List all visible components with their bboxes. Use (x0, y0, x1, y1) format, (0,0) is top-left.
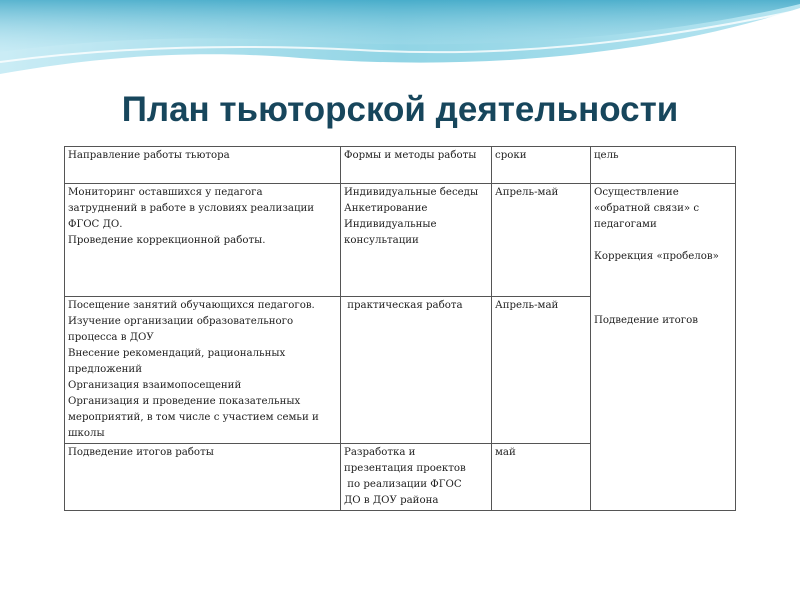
spacer (594, 297, 732, 313)
cell-line: Подведение итогов (594, 315, 698, 326)
cell-line: предложений (68, 364, 142, 375)
spacer (594, 281, 732, 297)
header-goal: цель (591, 147, 736, 184)
cell-forms (341, 184, 492, 297)
cell-line: ДО в ДОУ района (344, 495, 439, 506)
cell-line: презентация проектов (344, 463, 466, 474)
cell-direction (65, 184, 341, 297)
cell-line: ФГОС ДО. (68, 219, 123, 230)
cell-line: Коррекция «пробелов» (594, 251, 719, 262)
cell-line: Организация взаимопосещений (68, 380, 242, 391)
cell-line: Анкетирование (344, 203, 428, 214)
cell-terms: май (492, 444, 591, 511)
cell-goal (591, 184, 736, 511)
cell-line: Организация и проведение показательных (68, 396, 301, 407)
cell-line: Индивидуальные беседы (344, 187, 479, 198)
cell-line: практическая работа (344, 300, 463, 311)
cell-line: Внесение рекомендаций, рациональных (68, 348, 286, 359)
cell-line: Проведение коррекционной работы. (68, 235, 266, 246)
cell-line: Изучение организации образовательного (68, 316, 294, 327)
cell-line: Индивидуальные (344, 219, 437, 230)
cell-line: мероприятий, в том числе с участием семьи и (68, 412, 319, 423)
page-title: План тьюторской деятельности (121, 90, 679, 129)
cell-line: процесса в ДОУ (68, 332, 154, 343)
cell-line: Осуществление (594, 187, 679, 198)
cell-forms (341, 444, 492, 511)
cell-direction (65, 444, 341, 511)
cell-forms (341, 297, 492, 444)
spacer (594, 265, 732, 281)
cell-terms: Апрель-май (492, 184, 591, 297)
cell-direction (65, 297, 341, 444)
cell-line: «обратной связи» с (594, 203, 700, 214)
table-header-row (65, 147, 736, 184)
cell-line: школы (68, 428, 105, 439)
cell-line: Разработка и (344, 447, 416, 458)
cell-line: Посещение занятий обучающихся педагогов. (68, 300, 315, 311)
cell-line: по реализации ФГОС (344, 479, 462, 490)
spacer (594, 233, 732, 249)
cell-line: затруднений в работе в условиях реализации (68, 203, 315, 214)
cell-line: консультации (344, 235, 419, 246)
cell-terms: Апрель-май (492, 297, 591, 444)
header-direction: Направление работы тьютора (65, 147, 341, 184)
tutor-plan-table (64, 146, 736, 511)
cell-line: Мониторинг оставшихся у педагога (68, 187, 263, 198)
decorative-wave-header (0, 0, 800, 80)
table-row (65, 184, 736, 297)
cell-line: Подведение итогов работы (68, 447, 214, 458)
cell-line: педагогами (594, 219, 657, 230)
header-terms: сроки (492, 147, 591, 184)
header-forms: Формы и методы работы (341, 147, 492, 184)
